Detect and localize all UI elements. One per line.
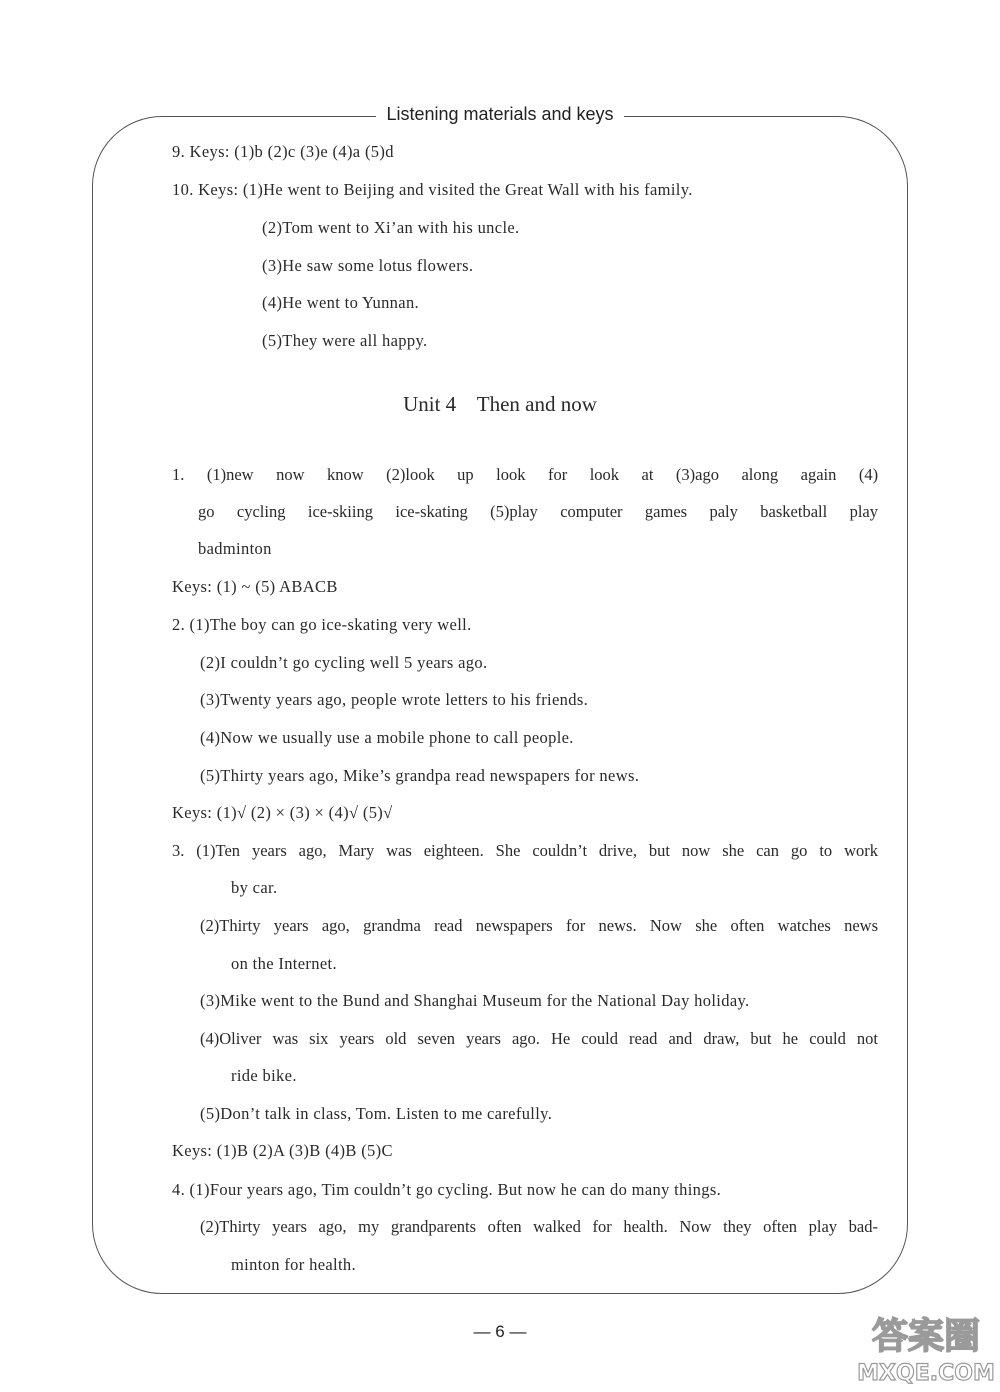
u1-word-item: know bbox=[326, 465, 364, 484]
u1-word-item: (4) bbox=[858, 465, 879, 484]
u2-sentence-5: (5)Thirty years ago, Mike’s grandpa read newspapers for news. bbox=[200, 766, 640, 785]
u1-keys: Keys: (1) ~ (5) ABACB bbox=[172, 577, 338, 596]
u3-sentence-1a: 3. (1)Ten years ago, Mary was eighteen. She couldn’t drive, but now she can go to work bbox=[172, 841, 878, 860]
q10-answer-4: (4)He went to Yunnan. bbox=[262, 293, 420, 312]
u1-word-item: paly basketball bbox=[709, 502, 828, 521]
u2-sentence-2: (2)I couldn’t go cycling well 5 years ago. bbox=[200, 653, 488, 672]
q10-answer-3: (3)He saw some lotus flowers. bbox=[262, 256, 474, 275]
u1-word-item: look for bbox=[496, 465, 568, 484]
u1-word-item: (2)look up bbox=[386, 465, 474, 484]
watermark-domain: MXQE.COM bbox=[857, 1361, 995, 1386]
u2-sentence-4: (4)Now we usually use a mobile phone to call people. bbox=[200, 728, 574, 747]
section-title: Listening materials and keys bbox=[376, 104, 623, 125]
u4-sentence-2b: minton for health. bbox=[231, 1255, 356, 1274]
section-header bbox=[0, 104, 1000, 125]
watermark-logo bbox=[856, 1304, 996, 1388]
u3-sentence-1b: by car. bbox=[231, 878, 278, 897]
u2-sentence-3: (3)Twenty years ago, people wrote letters to his friends. bbox=[200, 690, 589, 709]
q10-answer-5: (5)They were all happy. bbox=[262, 331, 428, 350]
u3-sentence-5: (5)Don’t talk in class, Tom. Listen to me carefully. bbox=[200, 1104, 553, 1123]
u4-sentence-2a: (2)Thirty years ago, my grandparents often walked for health. Now they often play bad- bbox=[200, 1217, 878, 1236]
u1-word-item: again bbox=[800, 465, 837, 484]
u3-keys: Keys: (1)B (2)A (3)B (4)B (5)C bbox=[172, 1141, 393, 1160]
u2-sentence-1: 2. (1)The boy can go ice-skating very well. bbox=[172, 615, 472, 634]
q10-answer-1: 10. Keys: (1)He went to Beijing and visited the Great Wall with his family. bbox=[172, 180, 693, 199]
u1-word-item: play bbox=[849, 502, 879, 521]
u1-word-item: look at bbox=[589, 465, 654, 484]
u3-sentence-3: (3)Mike went to the Bund and Shanghai Museum for the National Day holiday. bbox=[200, 991, 750, 1010]
u1-word-item: 1. (1)new bbox=[172, 465, 254, 484]
u3-sentence-2b: on the Internet. bbox=[231, 954, 337, 973]
page-number: — 6 — bbox=[473, 1322, 527, 1341]
u2-keys: Keys: (1)√ (2) × (3) × (4)√ (5)√ bbox=[172, 803, 393, 822]
u4-sentence-1: 4. (1)Four years ago, Tim couldn’t go cycling. But now he can do many things. bbox=[172, 1180, 722, 1199]
u3-sentence-4b: ride bike. bbox=[231, 1066, 297, 1085]
u1-word-item: (3)ago bbox=[675, 465, 719, 484]
u3-sentence-2a: (2)Thirty years ago, grandma read newspapers for news. Now she often watches news bbox=[200, 916, 878, 935]
u1-word-item: ice-skating bbox=[395, 502, 468, 521]
q10-answer-2: (2)Tom went to Xi’an with his uncle. bbox=[262, 218, 520, 237]
u1-word-item: along bbox=[741, 465, 779, 484]
u1-words-line-3: badminton bbox=[198, 539, 272, 558]
watermark-chinese: 答案圈 bbox=[871, 1316, 981, 1357]
unit-heading: Unit 4 Then and now bbox=[403, 392, 597, 416]
u1-word-item: go cycling bbox=[198, 502, 286, 521]
u3-sentence-4a: (4)Oliver was six years old seven years ago. He could read and draw, but he could not bbox=[200, 1029, 878, 1048]
u1-word-item: ice-skiing bbox=[307, 502, 373, 521]
u1-words-line-2 bbox=[198, 502, 878, 522]
u1-words-line-1 bbox=[172, 465, 878, 485]
u1-word-item: now bbox=[276, 465, 305, 484]
q9-keys: 9. Keys: (1)b (2)c (3)e (4)a (5)d bbox=[172, 142, 394, 161]
u1-word-item: (5)play computer games bbox=[490, 502, 688, 521]
